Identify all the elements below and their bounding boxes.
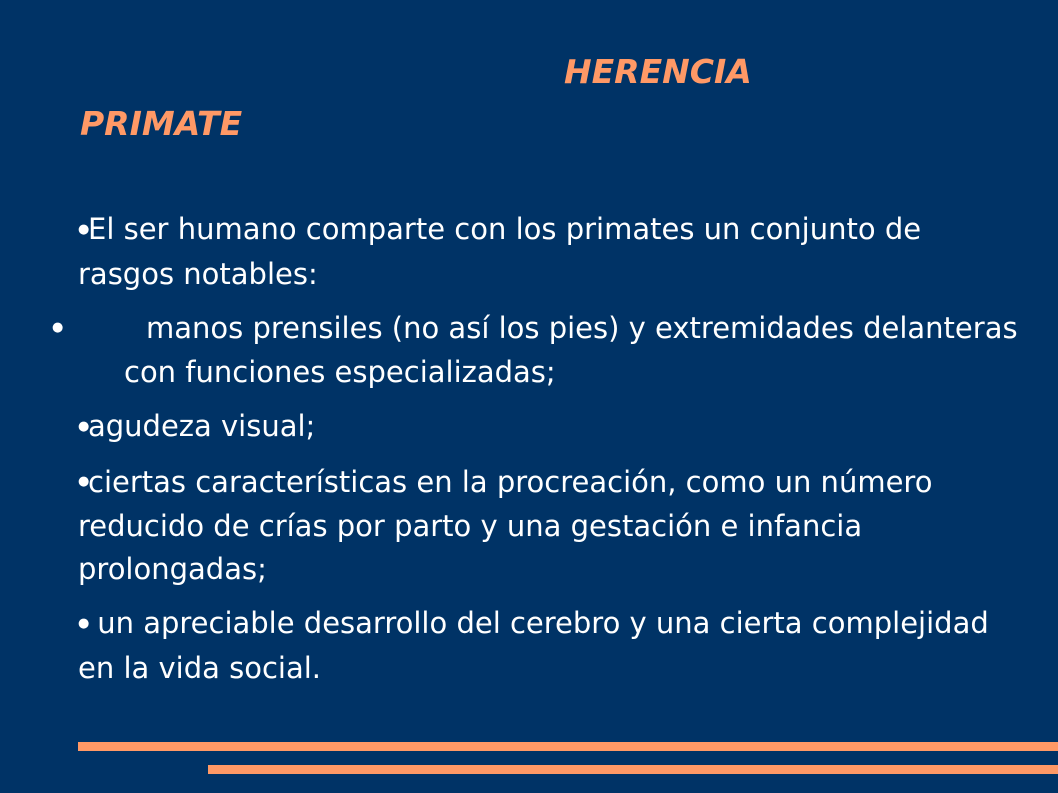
bullet-icon: ● <box>78 418 90 434</box>
bullet-icon: ● <box>78 474 90 489</box>
bullet-item-text: agudeza visual; <box>88 409 316 443</box>
bullet-icon: ● <box>52 320 64 335</box>
bullet-item <box>78 602 1018 690</box>
decorative-bar-top <box>78 742 1058 751</box>
bullet-item <box>78 208 1018 296</box>
bullet-item-text: El ser humano comparte con los primates un conjunto de rasgos notables: <box>78 212 922 291</box>
bullet-item-text: manos prensiles (no así los pies) y extremidades delanteras con funciones especializadas; <box>124 310 1018 389</box>
slide-title-line-1: HERENCIA <box>564 52 752 91</box>
decorative-bar-bottom <box>208 765 1058 774</box>
bullet-item <box>52 307 1018 395</box>
bullet-item <box>78 405 1018 450</box>
bullet-icon: ● <box>78 615 90 631</box>
bullet-item <box>78 461 1018 592</box>
bullet-list <box>52 208 1018 690</box>
bullet-item-text: un apreciable desarrollo del cerebro y una cierta complejidad en la vida social. <box>78 606 989 685</box>
bullet-icon: ● <box>78 221 90 237</box>
bullet-item-text: ciertas características en la procreación, como un número reducido de crías por parto y una gestación e infancia prolongadas; <box>78 464 933 586</box>
slide-title-line-2: PRIMATE <box>80 104 243 143</box>
